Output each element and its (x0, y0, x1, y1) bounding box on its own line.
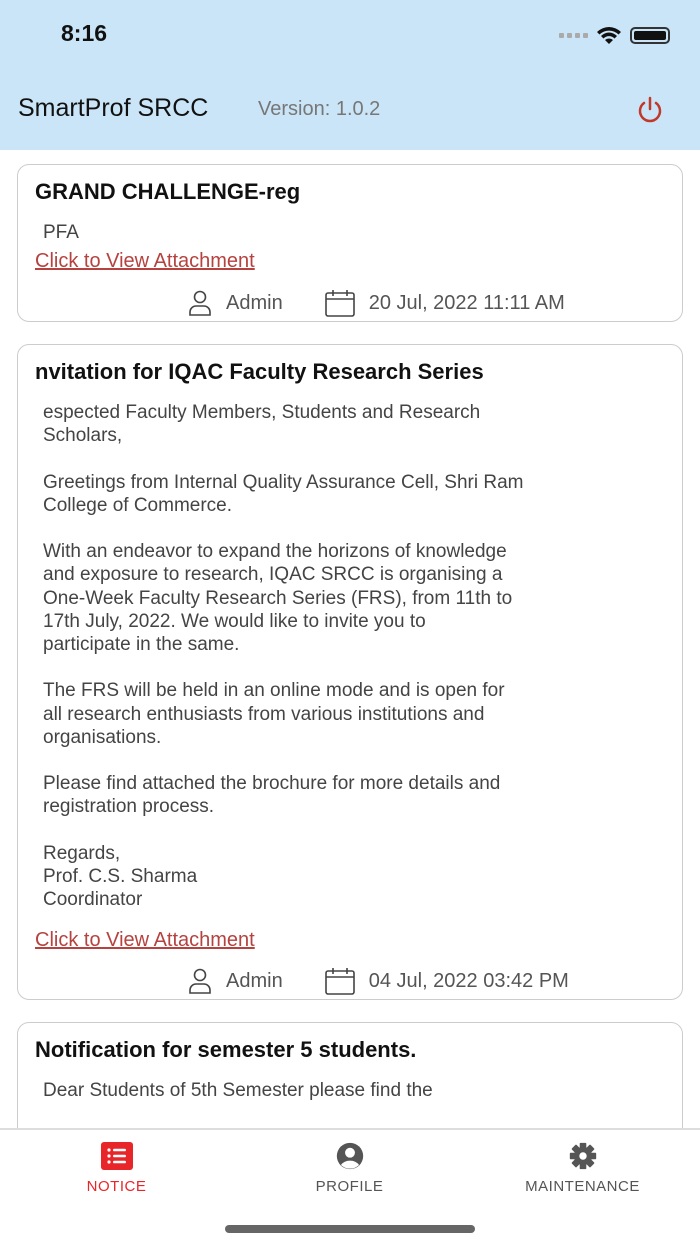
notice-meta (188, 967, 569, 995)
notice-author: Admin (226, 291, 283, 314)
calendar-icon (325, 289, 355, 317)
view-attachment-link[interactable]: Click to View Attachment (35, 929, 255, 951)
battery-icon (630, 27, 670, 44)
notice-title: nvitation for IQAC Faculty Research Series (35, 359, 484, 384)
wifi-icon (596, 26, 622, 45)
power-icon[interactable] (634, 94, 666, 126)
tab-notice[interactable] (0, 1142, 233, 1195)
notice-title: GRAND CHALLENGE-reg (35, 179, 301, 204)
notice-body: PFA (43, 222, 79, 243)
signal-icon (559, 33, 588, 38)
tab-label: MAINTENANCE (525, 1178, 640, 1195)
app-title: SmartProf SRCC (18, 94, 209, 122)
tab-maintenance[interactable] (466, 1142, 699, 1195)
notice-body: espected Faculty Members, Students and Research Scholars, Greetings from Internal Quality Assurance Cell, Shri Ram College of Commerce. With an endeavor to expand the horizons of knowledge and exposure to research, IQAC SRCC is organising a One-Week Faculty Research Series (FRS), from 11th to 17th July, 2022. We would like to invite you to participate in the same. The FRS will be held in an online mode and is open for all research enthusiasts from various institutions and organisations. Please find attached the brochure for more details and registration process. Regards, Prof. C.S. Sharma Coordinator (43, 402, 524, 911)
user-icon (188, 290, 212, 316)
list-icon (101, 1142, 133, 1170)
notice-date: 20 Jul, 2022 11:11 AM (368, 291, 565, 314)
notice-title: Notification for semester 5 students. (35, 1037, 417, 1062)
home-indicator (225, 1225, 475, 1233)
notice-date: 04 Jul, 2022 03:42 PM (368, 969, 569, 992)
tab-profile[interactable] (233, 1142, 466, 1195)
notice-body: Dear Students of 5th Semester please find the (43, 1080, 433, 1101)
notice-card[interactable] (17, 164, 683, 322)
view-attachment-link[interactable]: Click to View Attachment (35, 250, 255, 272)
notice-author: Admin (226, 969, 283, 992)
app-header (0, 0, 700, 150)
status-icons (559, 26, 670, 45)
notice-list[interactable] (0, 150, 700, 1128)
gear-icon (566, 1142, 600, 1170)
status-time: 8:16 (61, 20, 108, 46)
user-icon (188, 968, 212, 994)
notice-card[interactable] (17, 344, 683, 1000)
calendar-icon (325, 967, 355, 995)
tab-label: PROFILE (315, 1178, 384, 1195)
user-circle-icon (333, 1142, 367, 1170)
notice-meta (188, 289, 565, 317)
notice-card[interactable] (17, 1022, 683, 1128)
app-version: Version: 1.0.2 (258, 98, 381, 120)
tab-label: NOTICE (86, 1178, 147, 1195)
